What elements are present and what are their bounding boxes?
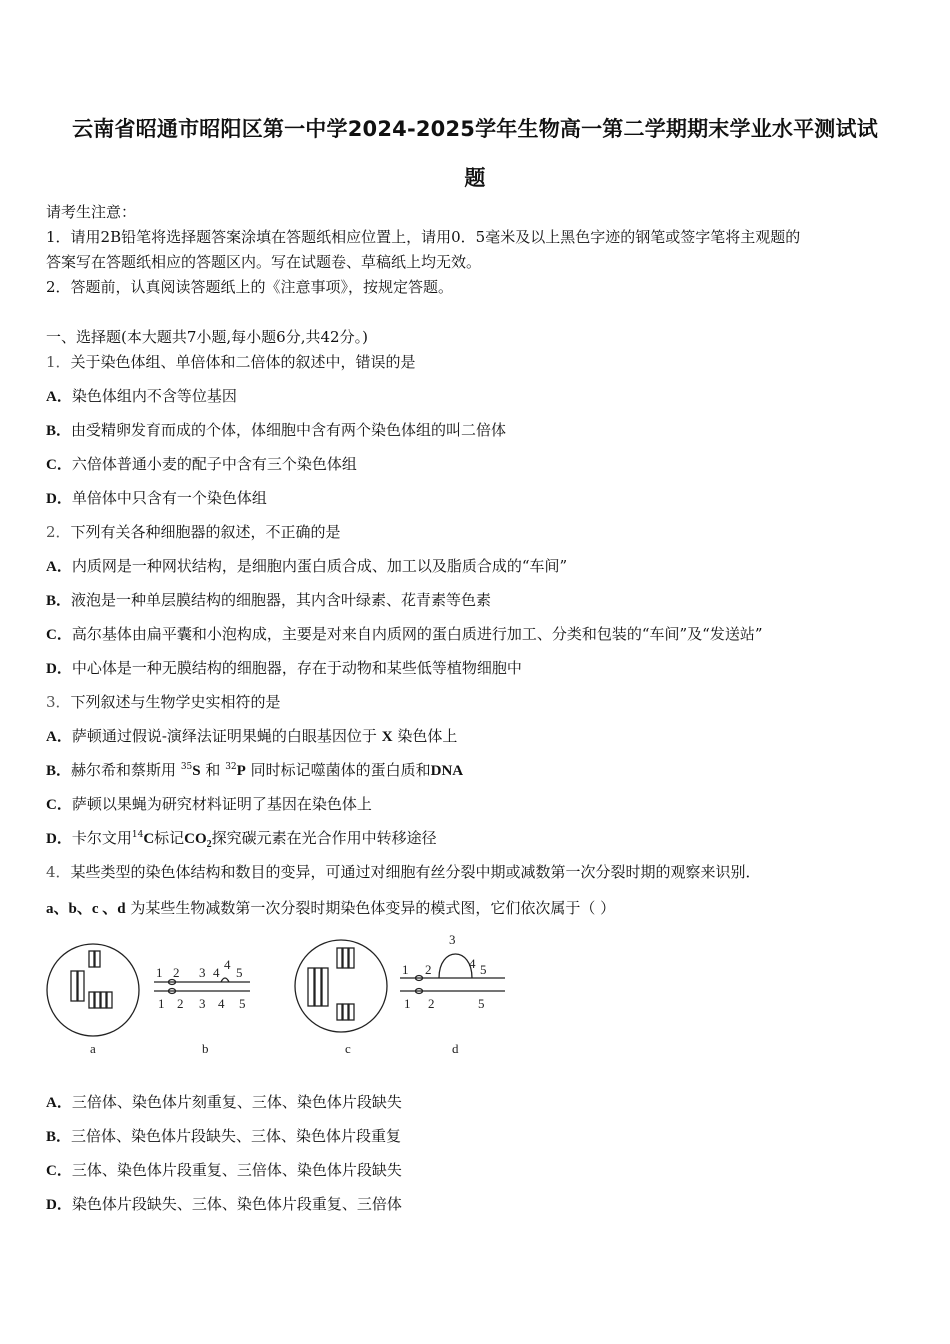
question-4-stem (46, 862, 761, 882)
question-4-option-b (46, 1126, 401, 1147)
option-text: 萨顿通过假说-演绎法证明果蝇的白眼基因位于 (71, 727, 377, 745)
label-b-bottom-3: 3 (199, 996, 206, 1011)
isotope-mass-35: 35 (180, 762, 193, 772)
label-b-top-1: 1 (156, 965, 163, 980)
chromosome-c-9 (349, 1004, 354, 1020)
question-2-option-a (46, 556, 567, 577)
option-letter: B． (46, 763, 72, 779)
option-text: 染色体组内不含等位基因 (71, 387, 237, 405)
question-2-stem (46, 522, 341, 542)
option-text: 三体、染色体片段重复、三倍体、染色体片段缺失 (71, 1161, 402, 1179)
chromosome-a-3 (89, 951, 94, 967)
cell-a-outline (47, 944, 139, 1036)
notice-item-1-line-2: 答案写在答题纸相应的答题区内。写在试题卷、草稿纸上均无效。 (46, 253, 482, 271)
option-text-tail: 同时标记噬菌体的蛋白质和 (250, 761, 431, 779)
label-b-bottom-4: 4 (218, 996, 225, 1011)
panel-label-b: b (202, 1041, 209, 1056)
chromosome-c-4 (337, 948, 342, 968)
label-b-top-4b: 4 (224, 957, 231, 972)
label-b-top-5: 5 (236, 965, 243, 980)
co2-formula (184, 831, 212, 850)
deletion-loop-d (439, 954, 472, 978)
option-text: 高尔基体由扁平囊和小泡构成，主要是对来自内质网的蛋白质进行加工、分类和包装的“车间”及“发送站” (71, 625, 763, 643)
chromosome-c-2 (315, 968, 321, 1006)
isotope-mass-14: 14 (131, 830, 144, 840)
dna-label: DNA (430, 763, 464, 779)
option-text: 三倍体、染色体片段缺失、三体、染色体片段重复 (71, 1127, 402, 1145)
question-1-option-c (46, 454, 357, 475)
label-d-bottom-1: 1 (404, 996, 411, 1011)
panel-label-a: a (90, 1041, 96, 1056)
chromosome-a-4 (95, 951, 100, 967)
question-4-text: 某些类型的染色体结构和数目的变异，可通过对细胞有丝分裂中期或减数第一次分裂时期的观察来识别． (70, 863, 761, 881)
label-b-top-2: 2 (173, 965, 180, 980)
label-b-bottom-5: 5 (239, 996, 246, 1011)
question-2-text: 下列有关各种细胞器的叙述，不正确的是 (70, 523, 341, 541)
option-text: 内质网是一种网状结构，是细胞内蛋白质合成、加工以及脂质合成的“车间” (71, 557, 568, 575)
option-text: 卡尔文用 (71, 829, 132, 847)
option-letter: B． (46, 593, 72, 609)
figure-letters: a、b、c 、d (46, 901, 126, 917)
chromosome-c-5 (343, 948, 348, 968)
co2-subscript: 2 (206, 839, 212, 850)
option-letter: C． (46, 1163, 72, 1179)
question-4-option-a (46, 1092, 402, 1113)
isotope-mass-32: 32 (225, 762, 237, 772)
question-2-option-b (46, 590, 491, 611)
option-letter: D． (46, 661, 72, 677)
chromosome-c-1 (308, 968, 314, 1006)
option-letter: D． (46, 831, 72, 847)
option-text: 中心体是一种无膜结构的细胞器，存在于动物和某些低等植物细胞中 (71, 659, 522, 677)
notice-heading: 请考生注意： (46, 203, 137, 221)
label-d-top-1: 1 (402, 962, 409, 977)
isotope-phosphorus: P (236, 763, 246, 779)
option-text: 萨顿以果蝇为研究材料证明了基因在染色体上 (71, 795, 372, 813)
chromosome-a-6 (95, 992, 100, 1008)
option-text-tail: 染色体上 (397, 727, 458, 745)
option-text-tail: 探究碳元素在光合作用中转移途径 (211, 829, 437, 847)
question-3-option-b (46, 760, 463, 781)
label-d-bottom-5: 5 (478, 996, 485, 1011)
question-1-option-d (46, 488, 267, 509)
label-d-top-3: 3 (449, 932, 456, 947)
option-letter: D． (46, 1197, 72, 1213)
question-1-stem (46, 352, 416, 372)
option-text: 染色体片段缺失、三体、染色体片段重复、三倍体 (71, 1195, 402, 1213)
question-1-number: 1． (46, 353, 71, 371)
label-b-bottom-1: 1 (158, 996, 165, 1011)
chromosome-x-label: X (381, 729, 393, 745)
question-2-option-d (46, 658, 522, 679)
label-d-top-4: 4 (469, 956, 476, 971)
chromosome-a-1 (71, 971, 77, 1001)
question-3-number: 3． (46, 693, 71, 711)
option-letter: C． (46, 797, 72, 813)
option-letter: C． (46, 457, 72, 473)
chromosome-c-8 (343, 1004, 348, 1020)
question-3-text: 下列叙述与生物学史实相符的是 (70, 693, 281, 711)
question-2-option-c (46, 624, 763, 645)
question-3-option-a (46, 726, 457, 747)
isotope-carbon: C (143, 831, 155, 847)
notice-item-1-line-1: 1．请用2B铅笔将选择题答案涂填在答题纸相应位置上，请用0．5毫米及以上黑色字迹的钢笔或签字笔将主观题的 (46, 228, 801, 246)
question-4-option-d (46, 1194, 402, 1215)
question-1-text: 关于染色体组、单倍体和二倍体的叙述中，错误的是 (70, 353, 416, 371)
option-text: 单倍体中只含有一个染色体组 (71, 489, 267, 507)
option-text: 由受精卵发育而成的个体，体细胞中含有两个染色体组的叫二倍体 (71, 421, 507, 439)
question-2-number: 2． (46, 523, 71, 541)
question-4-number: 4． (46, 863, 71, 881)
option-letter: A． (46, 1095, 72, 1111)
chromosome-c-7 (337, 1004, 342, 1020)
panel-label-c: c (345, 1041, 351, 1056)
question-4-option-c (46, 1160, 402, 1181)
question-4-stem-2 (46, 898, 615, 919)
exam-title-line-2: 题 (464, 166, 486, 190)
question-1-option-b (46, 420, 506, 441)
question-4-text-2: 为某些生物减数第一次分裂时期染色体变异的模式图，它们依次属于（ ） (130, 899, 616, 917)
chromosome-a-5 (89, 992, 94, 1008)
label-b-bottom-2: 2 (177, 996, 184, 1011)
option-text: 六倍体普通小麦的配子中含有三个染色体组 (71, 455, 357, 473)
isotope-sulfur: S (192, 763, 201, 779)
option-letter: A． (46, 559, 72, 575)
option-letter: B． (46, 423, 72, 439)
notice-item-2: 2．答题前，认真阅读答题纸上的《注意事项》，按规定答题。 (46, 278, 454, 296)
label-d-top-5: 5 (480, 962, 487, 977)
chromosome-c-6 (349, 948, 354, 968)
co2-base: CO (184, 831, 207, 847)
exam-title-line-1: 云南省昭通市昭阳区第一中学2024-2025学年生物高一第二学期期末学业水平测试试 (72, 117, 878, 141)
option-letter: B． (46, 1129, 72, 1145)
option-text: 液泡是一种单层膜结构的细胞器，其内含叶绿素、花青素等色素 (71, 591, 492, 609)
panel-label-d: d (452, 1041, 459, 1056)
section-heading: 一、选择题(本大题共7小题,每小题6分,共42分。) (46, 328, 368, 346)
option-letter: A． (46, 729, 72, 745)
question-1-option-a (46, 386, 237, 407)
chromosome-c-3 (322, 968, 328, 1006)
option-letter: D． (46, 491, 72, 507)
option-text-mid: 标记 (154, 829, 185, 847)
label-d-bottom-2: 2 (428, 996, 435, 1011)
chromosome-a-2 (78, 971, 84, 1001)
chromosome-variation-figure (44, 928, 524, 1060)
conjunction-and: 和 (205, 761, 221, 779)
cell-c-outline (295, 940, 387, 1032)
option-text: 三倍体、染色体片刻重复、三体、染色体片段缺失 (71, 1093, 402, 1111)
option-letter: A． (46, 389, 72, 405)
question-3-stem (46, 692, 281, 712)
chromosome-a-7 (101, 992, 106, 1008)
question-3-option-d (46, 828, 437, 849)
question-3-option-c (46, 794, 372, 815)
option-text: 赫尔希和蔡斯用 (71, 761, 177, 779)
chromosome-a-8 (107, 992, 112, 1008)
label-b-top-3: 3 (199, 965, 206, 980)
option-letter: C． (46, 627, 72, 643)
label-b-top-4a: 4 (213, 965, 220, 980)
label-d-top-2: 2 (425, 962, 432, 977)
